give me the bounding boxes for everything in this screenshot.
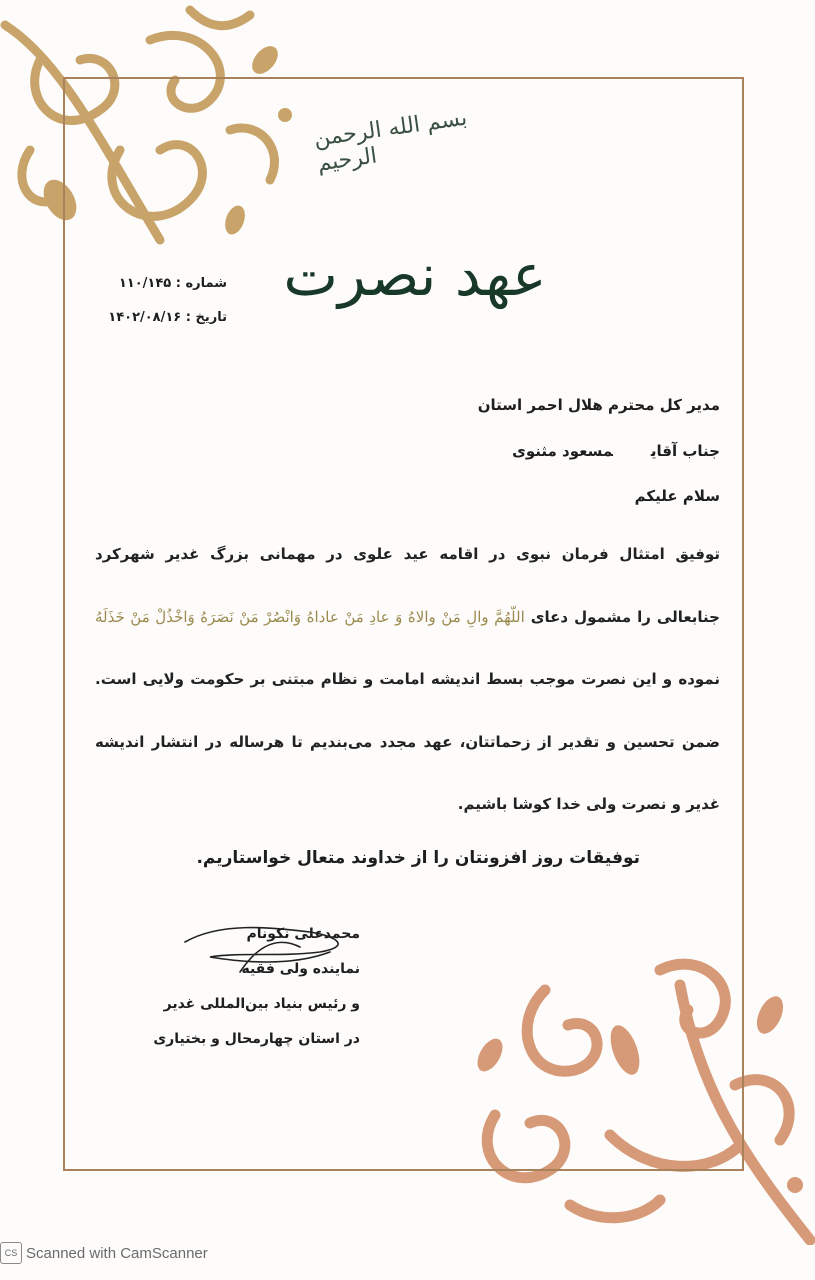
body-text-part1: توفیق امتثال فرمان نبوی در اقامه عید علوی در مهمانی بزرگ غدیر شهرکرد جنابعالی را مشمول دعای [95,545,720,626]
letter-date: تاریخ : ۱۴۰۲/۰۸/۱۶ [108,310,227,325]
signer-title-1: نماینده ولی فقیه [241,961,360,977]
scanner-text: Scanned with CamScanner [26,1244,208,1262]
bismillah-calligraphy: بسم الله الرحمن الرحیم [312,105,469,177]
recipient-line [512,442,720,460]
greeting: سلام علیکم [634,487,720,505]
scanner-watermark [0,1240,208,1266]
letter-body [95,523,720,836]
dua-quote: اللّهُمَّ والِ مَنْ والاهُ وَ عادِ مَنْ عاداهُ وَانْصُرْ مَنْ نَصَرَهُ وَاخْذُلْ مَنْ خَذَلَهُ [95,607,525,626]
recipient-name: مسعود مثنوی [512,442,613,460]
recipient-title: مدیر کل محترم هلال احمر استان [477,396,720,414]
signer-title-3: در استان چهارمحال و بختیاری [153,1031,360,1047]
closing-line: توفیقات روز افزونتان را از خداوند متعال خواستاریم. [196,848,640,868]
signer-title-2: و رئیس بنیاد بین‌المللی غدیر [163,996,360,1012]
signer-name: محمدعلی نکونام [246,926,360,942]
honorific: جناب آقای [650,442,720,460]
handwritten-signature [180,912,360,982]
camscanner-logo-icon: CS [0,1242,22,1264]
letter-title-calligraphy: عهد نصرت [283,241,547,309]
body-text-part2: نموده و این نصرت موجب بسط اندیشه امامت و نظام مبتنی بر حکومت ولایی است. ضمن تحسین و تقدیر از زحماتتان، عهد مجدد می‌بندیم تا هرساله در انتشار اندیشه غدیر و نصرت ولی خدا کوشا باشیم. [95,670,720,813]
letter-number: شماره : ۱۱۰/۱۴۵ [118,276,227,291]
